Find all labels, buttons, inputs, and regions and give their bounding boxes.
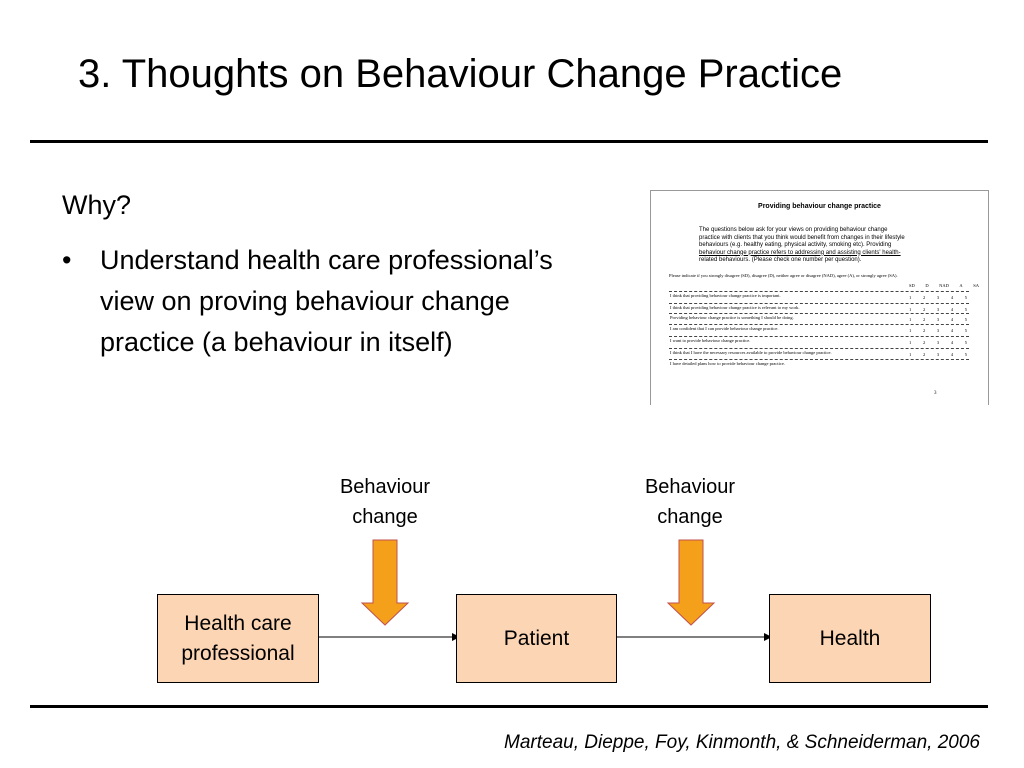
question-text: Providing behaviour change practice is something I should be doing. xyxy=(670,315,794,320)
intro-line: behaviour change practice refers to addressing and assisting clients' health- xyxy=(699,249,901,256)
rating-numbers: 1 2 3 4 5 xyxy=(909,352,967,357)
health-care-professional-box xyxy=(157,594,319,683)
box-line: Health care xyxy=(184,611,292,635)
intro-line: behaviours (e.g. healthy eating, physical activity, smoking etc). Providing xyxy=(699,242,892,248)
box-line: professional xyxy=(181,641,295,665)
label-line: Behaviour xyxy=(644,476,736,498)
rating-numbers: 1 2 3 4 5 xyxy=(909,340,967,345)
question-text: I think that providing behaviour change practice is relevant to my work. xyxy=(670,305,800,310)
rating-numbers: 1 2 3 4 5 xyxy=(909,307,967,312)
questionnaire-heading: Providing behaviour change practice xyxy=(758,203,881,210)
bullet-glyph: • xyxy=(62,245,72,275)
why-heading: Why? xyxy=(62,190,132,220)
questionnaire-instruction: Please indicate if you strongly disagree (SD), disagree (D), neither agree or disagree (NAD), agree (A), or strongly agree (SA). xyxy=(669,273,898,278)
intro-line: The questions below ask for your views on providing behaviour change xyxy=(699,227,888,233)
intro-line: related behaviours. (Please check one number per question). xyxy=(699,257,862,263)
intervention-arrow-2 xyxy=(668,540,714,625)
intervention-label-1 xyxy=(305,472,465,532)
question-text: I want to provide behaviour change practice. xyxy=(670,338,751,343)
label-line: change xyxy=(657,506,723,528)
rating-numbers: 1 2 3 4 5 xyxy=(909,317,967,322)
bottom-divider xyxy=(30,705,988,708)
question-text: I think that providing behaviour change practice is important. xyxy=(670,293,781,298)
intro-line: practice with clients that you think would benefit from changes in their lifestyle xyxy=(699,234,905,241)
label-line: Behaviour xyxy=(339,476,431,498)
label-line: change xyxy=(352,506,418,528)
scale-label: SA xyxy=(973,283,979,288)
intervention-label-2 xyxy=(610,472,770,532)
scale-label: D xyxy=(925,283,929,288)
question-text: I am confident that I can provide behaviour change practice. xyxy=(670,326,779,331)
bullet-text: Understand health care professional’s view on proving behaviour change practice (a behaviour in itself) xyxy=(100,245,553,357)
intervention-arrow-1 xyxy=(362,540,408,625)
slide-title: 3. Thoughts on Behaviour Change Practice xyxy=(78,52,843,96)
patient-box: Patient xyxy=(456,594,617,683)
citation: Marteau, Dieppe, Foy, Kinmonth, & Schneiderman, 2006 xyxy=(504,732,980,753)
scale-label: NAD xyxy=(939,283,949,288)
question-text: I have detailed plans how to provide behaviour change practice. xyxy=(670,361,785,366)
rating-numbers: 1 2 3 4 5 xyxy=(909,295,967,300)
scale-label: SD xyxy=(909,283,915,288)
page-number: 3 xyxy=(934,391,937,396)
scale-label: A xyxy=(959,283,963,288)
rating-numbers: 1 2 3 4 5 xyxy=(909,328,967,333)
question-text: I think that I have the necessary resources available to provide behaviour change practice. xyxy=(670,350,832,355)
health-box: Health xyxy=(769,594,931,683)
